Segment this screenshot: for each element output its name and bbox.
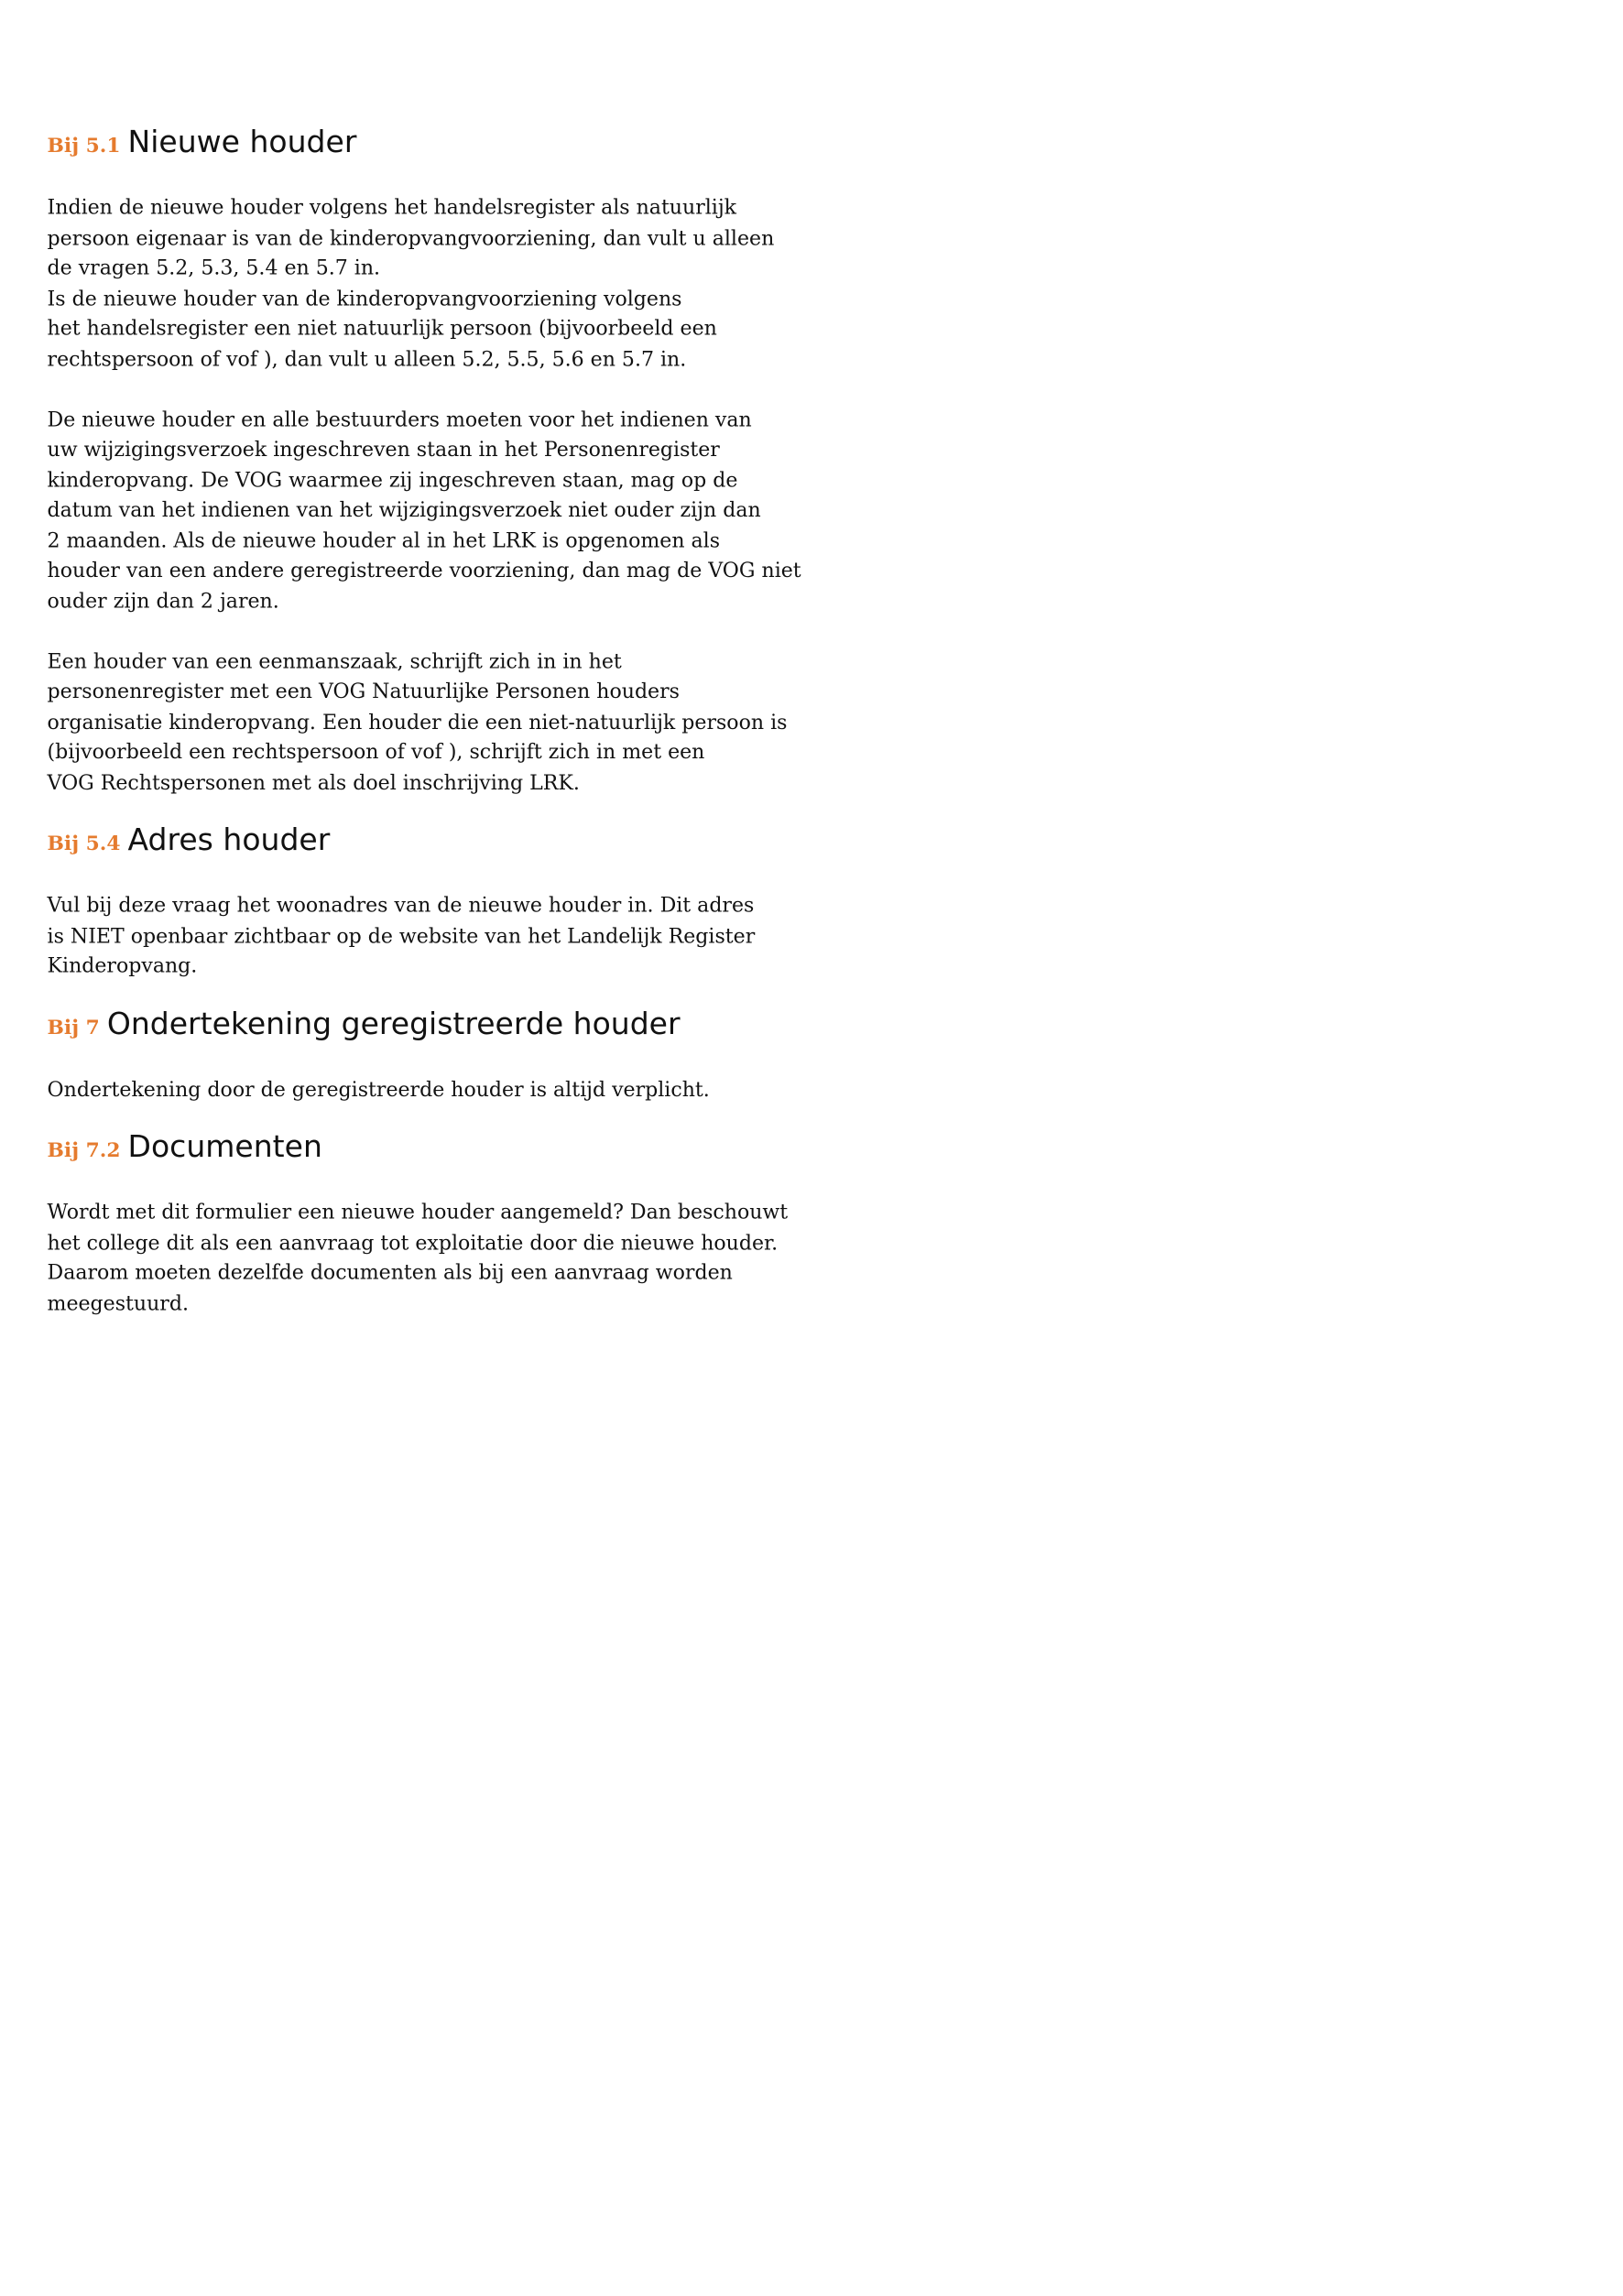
text-line: kinderopvang. De VOG waarmee zij ingeschreven staan, mag op de	[47, 468, 738, 493]
paragraph	[48, 1198, 874, 1319]
text-line: houder van een andere geregistreerde voorziening, dan mag de VOG niet	[47, 559, 801, 583]
section-prefix: Bij 7	[47, 1016, 100, 1039]
text-line: Een houder van een eenmanszaak, schrijft zich in in het	[47, 649, 622, 674]
section-heading	[48, 121, 874, 167]
text-line: persoon eigenaar is van de kinderopvangvoorziening, dan vult u alleen	[47, 226, 775, 251]
section-title: Documenten	[127, 1128, 322, 1165]
text-line: Wordt met dit formulier een nieuwe houder aangemeld? Dan beschouwt	[47, 1201, 789, 1225]
section-ondertekening	[48, 1003, 874, 1105]
section-prefix: Bij 7.2	[47, 1138, 121, 1163]
section-heading	[48, 819, 874, 865]
section-prefix: Bij 5.4	[47, 832, 121, 856]
paragraph	[48, 891, 874, 982]
text-line: personenregister met een VOG Natuurlijke Personen houders	[47, 680, 680, 704]
text-line: Indien de nieuwe houder volgens het handelsregister als natuurlijk	[47, 196, 737, 221]
text-line: Ondertekening door de geregistreerde houder is altijd verplicht.	[47, 1077, 710, 1102]
section-title: Adres houder	[127, 822, 331, 857]
text-line: Daarom moeten dezelfde documenten als bij een aanvraag worden	[47, 1261, 733, 1286]
text-line: (bijvoorbeeld een rechtspersoon of vof ), schrijft zich in met een	[47, 740, 705, 765]
paragraph	[48, 193, 874, 375]
section-title: Nieuwe houder	[127, 124, 357, 159]
text-line: het college dit als een aanvraag tot exploitatie door die nieuwe houder.	[47, 1231, 779, 1256]
text-line: de vragen 5.2, 5.3, 5.4 en 5.7 in.	[47, 256, 381, 281]
text-line: is NIET openbaar zichtbaar op de website van het Landelijk Register	[47, 924, 756, 949]
section-documenten	[48, 1126, 874, 1319]
document-content	[48, 121, 874, 1319]
text-line: Kinderopvang.	[47, 954, 198, 979]
paragraph	[48, 647, 874, 798]
text-line: Is de nieuwe houder van de kinderopvangvoorziening volgens	[47, 287, 682, 311]
text-line: meegestuurd.	[47, 1291, 189, 1316]
text-line: De nieuwe houder en alle bestuurders moeten voor het indienen van	[47, 408, 752, 432]
text-line: organisatie kinderopvang. Een houder die een niet-natuurlijk persoon is	[47, 710, 788, 735]
section-title: Ondertekening geregistreerde houder	[106, 1005, 681, 1041]
section-nieuwe-houder	[48, 121, 874, 798]
text-line: datum van het indienen van het wijzigingsverzoek niet ouder zijn dan	[47, 498, 761, 523]
text-line: uw wijzigingsverzoek ingeschreven staan in het Personenregister	[47, 438, 720, 462]
paragraph	[48, 405, 874, 616]
text-line: ouder zijn dan 2 jaren.	[47, 589, 279, 614]
paragraph	[48, 1075, 874, 1105]
section-prefix: Bij 5.1	[47, 134, 121, 158]
text-line: rechtspersoon of vof ), dan vult u alleen 5.2, 5.5, 5.6 en 5.7 in.	[47, 347, 687, 372]
section-heading	[48, 1003, 874, 1049]
text-line: Vul bij deze vraag het woonadres van de nieuwe houder in. Dit adres	[47, 894, 755, 918]
text-line: VOG Rechtspersonen met als doel inschrijving LRK.	[47, 770, 580, 795]
text-line: 2 maanden. Als de nieuwe houder al in het LRK is opgenomen als	[47, 528, 721, 553]
text-line: het handelsregister een niet natuurlijk persoon (bijvoorbeeld een	[47, 317, 717, 342]
section-heading	[48, 1126, 874, 1171]
section-adres-houder	[48, 819, 874, 982]
